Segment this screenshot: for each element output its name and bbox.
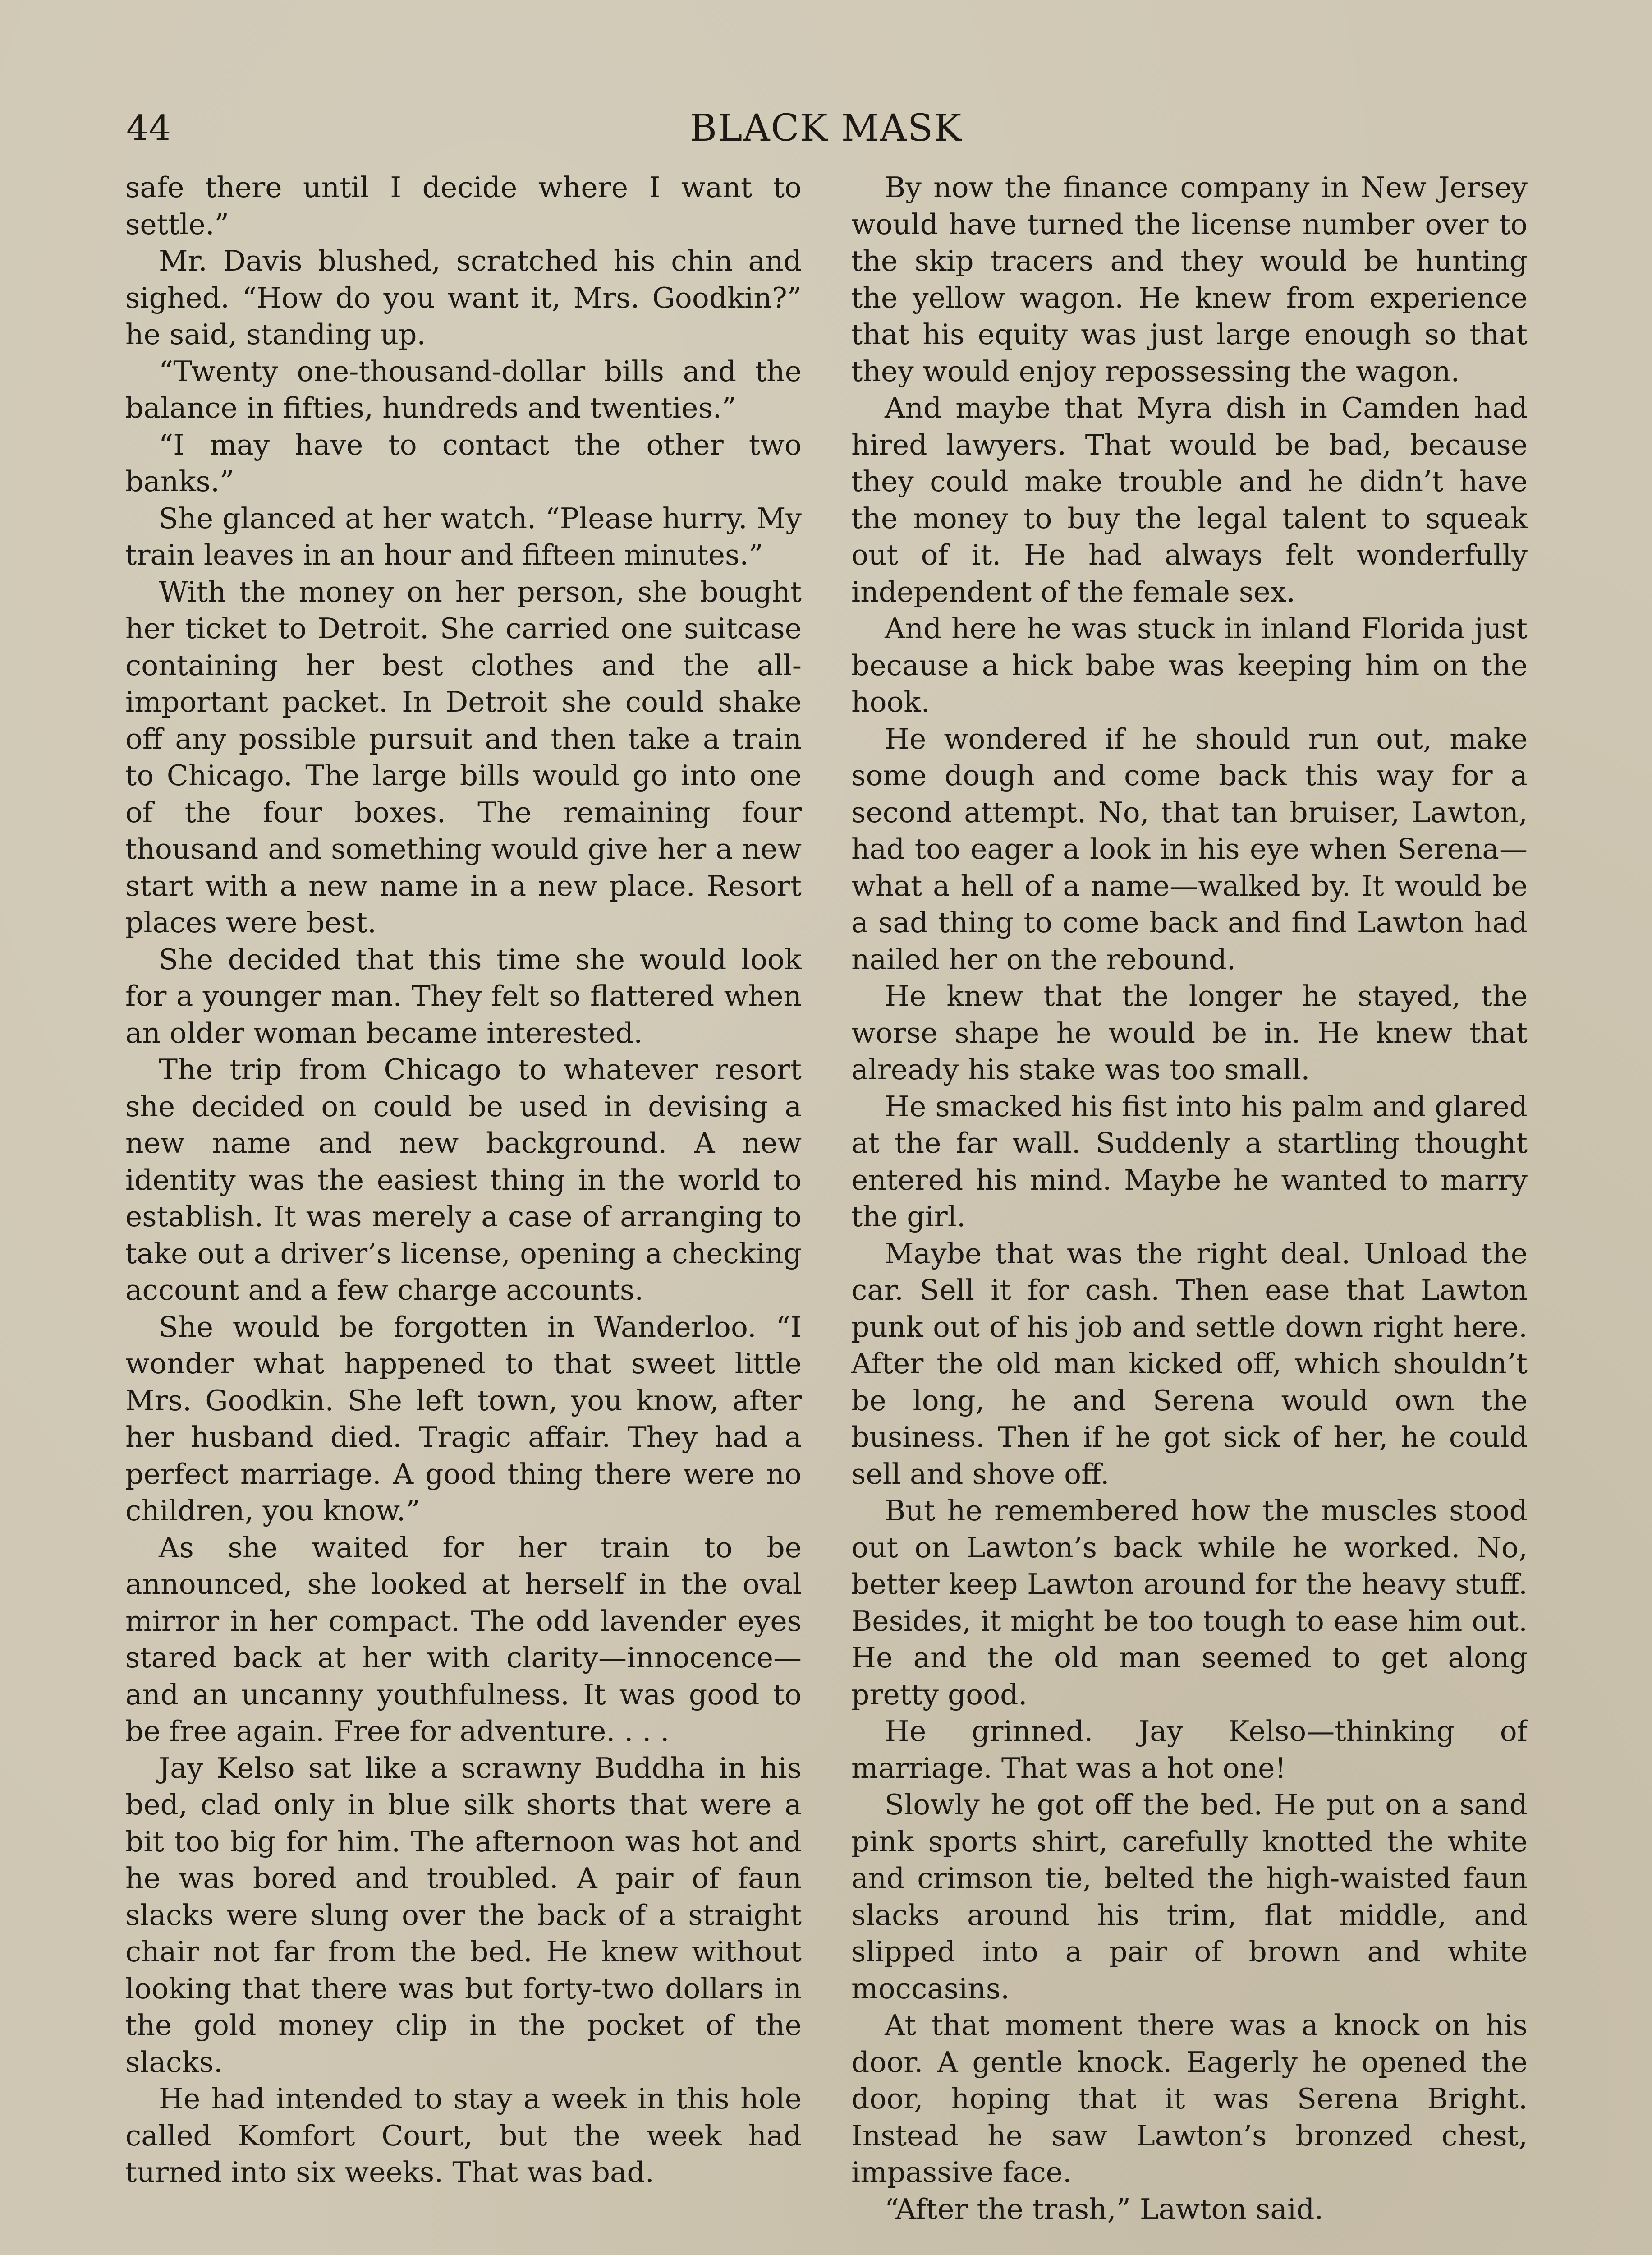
paragraph: “After the trash,” Lawton said. <box>885 2192 1324 2226</box>
paragraph: He had intended to stay a week in this hole called Komfort Court, but the week had turned into six weeks. That was bad. <box>125 2082 802 2189</box>
paragraph: He wondered if he should run out, make some dough and come back this way for a second attempt. No, that tan bruiser, Lawton, had too eager a look in his eye when Serena—what a hell of a name—walked by. It would be a sad thing to come back and find Lawton had nailed her on the rebound. <box>851 722 1528 976</box>
paragraph: At that moment there was a knock on his door. A gentle knock. Eagerly he opened the door, hoping that it was Serena Bright. Instead he saw Lawton’s bronzed chest, impassive face. <box>851 2009 1528 2189</box>
paragraph: “I may have to contact the other two banks.” <box>125 428 802 498</box>
paragraph: She would be forgotten in Wanderloo. “I wonder what happened to that sweet little Mrs. Goodkin. She left town, you know, after her husband died. Tragic affair. They had a perfect marriage. A good thing there were no children, you know.” <box>125 1310 802 1527</box>
paragraph: But he remembered how the muscles stood out on Lawton’s back while he worked. No, better keep Lawton around for the heavy stuff. Besides, it might be too tough to ease him out. He and the old man seemed to get along pretty good. <box>851 1494 1528 1711</box>
paragraph: And maybe that Myra dish in Camden had hired lawyers. That would be bad, because they could make trouble and he didn’t have the money to buy the legal talent to squeak out of it. He had always felt wonderfully independent of the female sex. <box>851 391 1528 608</box>
paragraph: He knew that the longer he stayed, the worse shape he would be in. He knew that already his stake was too small. <box>851 980 1528 1086</box>
paragraph: She decided that this time she would look for a younger man. They felt so flattered when an older woman became interested. <box>125 943 802 1049</box>
paragraph: Jay Kelso sat like a scrawny Buddha in his bed, clad only in blue silk shorts that were a bit too big for him. The afternoon was hot and he was bored and troubled. A pair of faun slacks were slung over the back of a straight chair not far from the bed. He knew without looking that there was but forty-two dollars in the gold money clip in the pocket of the slacks. <box>125 1751 802 2079</box>
paragraph: Slowly he got off the bed. He put on a sand pink sports shirt, carefully knotted the white and crimson tie, belted the high-waisted faun slacks around his trim, flat middle, and slipped into a pair of brown and white moccasins. <box>851 1788 1528 2005</box>
paragraph: safe there until I decide where I want to settle.” <box>125 171 802 241</box>
paragraph: And here he was stuck in inland Florida just because a hick babe was keeping him on the hook. <box>851 612 1528 718</box>
paragraph: With the money on her person, she bought her ticket to Detroit. She carried one suitcase containing her best clothes and the all-important packet. In Detroit she could shake off any possible pursuit and then take a train to Chicago. The large bills would go into one of the four boxes. The remaining four thousand and something would give her a new start with a new name in a new place. Resort places were best. <box>125 575 802 939</box>
page-number: 44 <box>126 108 171 149</box>
page-header <box>126 104 1526 158</box>
paragraph: She glanced at her watch. “Please hurry. My train leaves in an hour and fifteen minutes.” <box>125 502 802 571</box>
paragraph: “Twenty one-thousand-dollar bills and the balance in fifties, hundreds and twenties.” <box>125 354 802 424</box>
text-columns <box>125 169 1528 2255</box>
paragraph: The trip from Chicago to whatever resort she decided on could be used in devising a new name and new background. A new identity was the easiest thing in the world to establish. It was merely a case of arranging to take out a driver’s license, opening a checking account and a few charge accounts. <box>125 1053 802 1307</box>
left-column <box>125 169 802 2255</box>
paragraph: Maybe that was the right deal. Unload the car. Sell it for cash. Then ease that Lawton punk out of his job and settle down right here. After the old man kicked off, which shouldn’t be long, he and Serena would own the business. Then if he got sick of her, he could sell and shove off. <box>851 1237 1528 1491</box>
paragraph: By now the finance company in New Jersey would have turned the license number over to the skip tracers and they would be hunting the yellow wagon. He knew from experience that his equity was just large enough so that they would enjoy repossessing the wagon. <box>851 171 1528 388</box>
paragraph: As she waited for her train to be announced, she looked at herself in the oval mirror in her compact. The odd lavender eyes stared back at her with clarity—innocence—and an uncanny youthfulness. It was good to be free again. Free for adventure. . . . <box>125 1531 802 1748</box>
right-column <box>851 169 1528 2255</box>
paragraph: He smacked his fist into his palm and glared at the far wall. Suddenly a startling thought entered his mind. Maybe he wanted to marry the girl. <box>851 1090 1528 1233</box>
paragraph: Mr. Davis blushed, scratched his chin and sighed. “How do you want it, Mrs. Goodkin?” he said, standing up. <box>125 244 802 351</box>
paragraph: He grinned. Jay Kelso—thinking of marriage. That was a hot one! <box>851 1715 1528 1785</box>
running-title: BLACK MASK <box>689 107 963 150</box>
